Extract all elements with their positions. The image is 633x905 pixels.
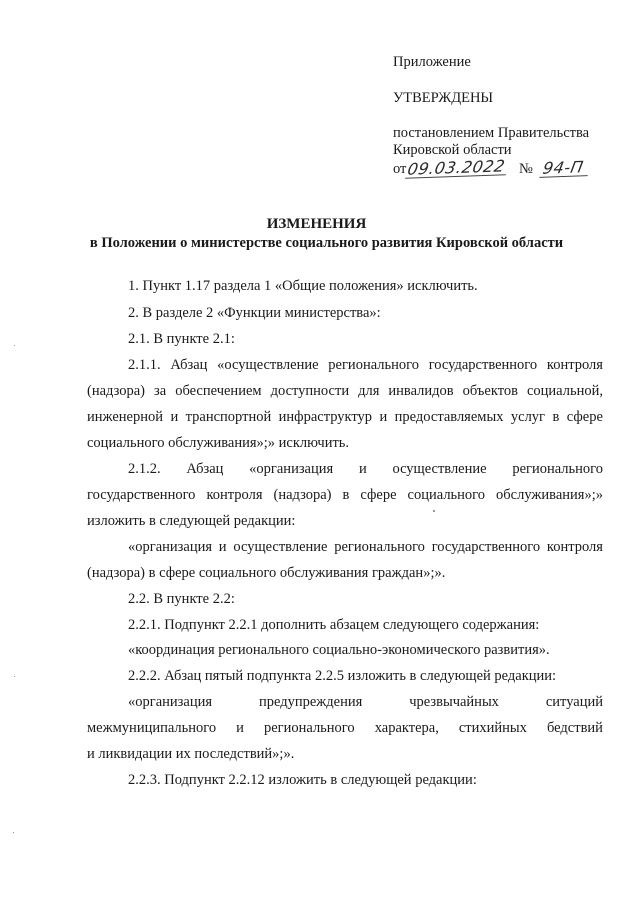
scan-speck [14, 676, 15, 677]
decree-line-1: постановлением Правительства [393, 125, 590, 141]
paragraph-4-line-3: инженерной и транспортной инфраструктур и предоставляемых услуг в сфере [87, 409, 603, 425]
handwritten-date: 09.03.2022 [406, 156, 508, 179]
paragraph-8: 2.2.1. Подпункт 2.2.1 дополнить абзацем следующего содержания: [128, 617, 540, 633]
scan-speck [433, 510, 435, 512]
number-sign: № [519, 161, 533, 177]
scan-speck [13, 832, 14, 833]
paragraph-3: 2.1. В пункте 2.1: [128, 331, 235, 347]
paragraph-11-line-2: межмуниципального и регионального характера, стихийных бедствий [87, 720, 603, 736]
paragraph-4-line-2: (надзора) за обеспечением доступности для инвалидов объектов социальной, [87, 383, 603, 399]
paragraph-5-line-1: 2.1.2. Абзац «организация и осуществление регионального [128, 461, 603, 477]
paragraph-11-line-3: и ликвидации их последствий»;». [87, 746, 295, 762]
handwritten-number: 94-П [539, 158, 591, 178]
decree-line-2: Кировской области [393, 142, 512, 158]
paragraph-6-line-1: «организация и осуществление регионального государственного контроля [128, 539, 603, 555]
paragraph-4-line-1: 2.1.1. Абзац «осуществление регионального государственного контроля [128, 357, 603, 373]
paragraph-4-line-4: социального обслуживания»;» исключить. [87, 435, 350, 451]
paragraph-2: 2. В разделе 2 «Функции министерства»: [128, 305, 381, 321]
document-title: ИЗМЕНЕНИЯ [266, 216, 367, 232]
scan-speck [14, 345, 15, 346]
appendix-label: Приложение [393, 54, 471, 70]
approval-block [393, 54, 623, 178]
date-prefix: от [393, 161, 407, 177]
paragraph-1: 1. Пункт 1.17 раздела 1 «Общие положения» исключить. [128, 278, 478, 294]
paragraph-10: 2.2.2. Абзац пятый подпункта 2.2.5 изложить в следующей редакции: [128, 668, 557, 684]
approved-label: УТВЕРЖДЕНЫ [393, 90, 494, 106]
paragraph-5-line-3: изложить в следующей редакции: [87, 513, 296, 529]
date-number-line [393, 156, 623, 179]
document-subtitle: в Положении о министерстве социального развития Кировской области [89, 235, 564, 251]
paragraph-7: 2.2. В пункте 2.2: [128, 591, 235, 607]
paragraph-11-line-1: «организация предупреждения чрезвычайных ситуаций [128, 694, 603, 710]
paragraph-5-line-2: государственного контроля (надзора) в сфере социального обслуживания»;» [87, 487, 603, 503]
paragraph-12: 2.2.3. Подпункт 2.2.12 изложить в следующей редакции: [128, 772, 477, 788]
paragraph-6-line-2: (надзора) в сфере социального обслуживания граждан»;». [87, 565, 446, 581]
paragraph-9: «координация регионального социально-экономического развития». [128, 642, 550, 658]
